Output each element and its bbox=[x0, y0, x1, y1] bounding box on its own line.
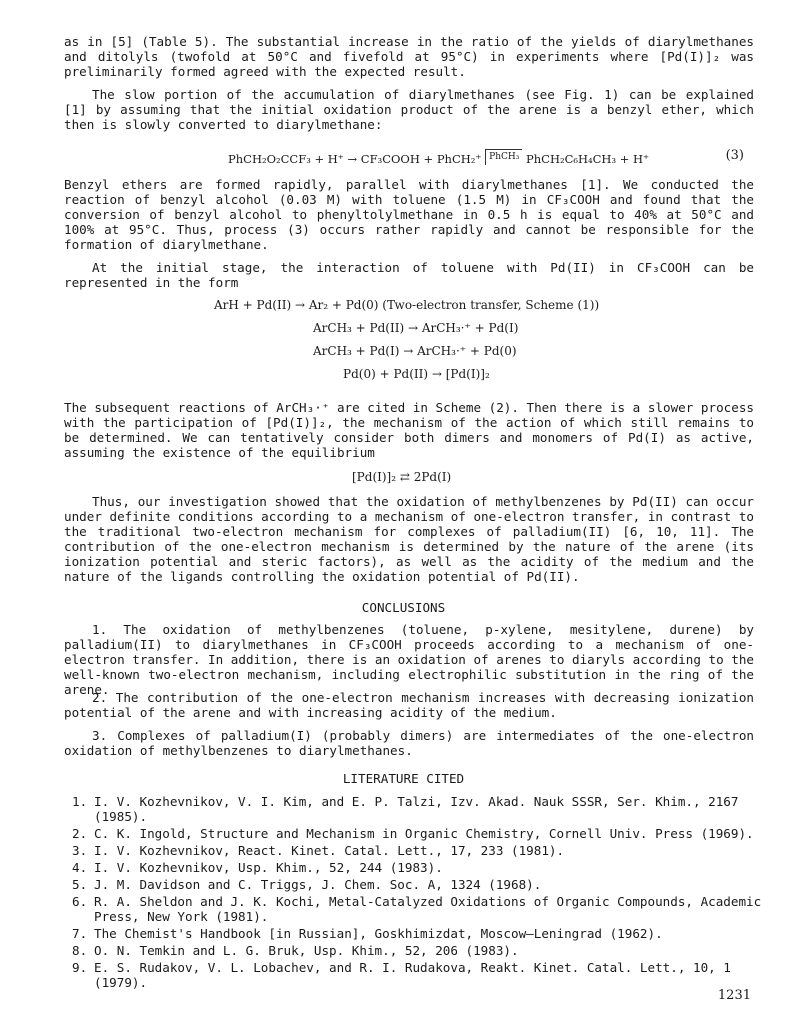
reference-item: 8. O. N. Temkin and L. G. Bruk, Usp. Khim., 52, 206 (1983). bbox=[72, 943, 519, 958]
scheme-line-3: ArCH₃ + Pd(I) → ArCH₃·⁺ + Pd(0) bbox=[313, 344, 517, 358]
reference-item: 4. I. V. Kozhevnikov, Usp. Khim., 52, 244 (1983). bbox=[72, 860, 443, 875]
paragraph-1: as in [5] (Table 5). The substantial increase in the ratio of the yields of diarylmethanes and ditolyls (twofold at 50°C and fivefold at 95°C) in experiments where [Pd(I)]₂ was preliminarily formed agreed with the expected result. bbox=[64, 34, 754, 79]
paragraph-3: Benzyl ethers are formed rapidly, parallel with diarylmethanes [1]. We conducted the reaction of benzyl alcohol (0.03 M) with toluene (1.5 M) in CF₃COOH and found that the conversion of benzyl alcohol to phenyltolylmethane in 0.5 h is equal to 40% at 50°C and 100% at 95°C. Thus, process (3) occurs rather rapidly and cannot be responsible for the formation of diarylmethane. bbox=[64, 177, 754, 252]
conclusion-3: 3. Complexes of palladium(I) (probably dimers) are intermediates of the one-electron oxidation of methylbenzenes to diarylmethanes. bbox=[64, 728, 754, 758]
equilibrium-equation: [Pd(I)]₂ ⇄ 2Pd(I) bbox=[352, 470, 452, 484]
reference-item: 1. I. V. Kozhevnikov, V. I. Kim, and E. P. Talzi, Izv. Akad. Nauk SSSR, Ser. Khim., 2167 (1985). bbox=[72, 794, 739, 824]
reference-item: 2. C. K. Ingold, Structure and Mechanism in Organic Chemistry, Cornell Univ. Press (1969). bbox=[72, 826, 754, 841]
reference-item: 7. The Chemist's Handbook [in Russian], Goskhimizdat, Moscow–Leningrad (1962). bbox=[72, 926, 663, 941]
scheme-line-4: Pd(0) + Pd(II) → [Pd(I)]₂ bbox=[343, 367, 490, 381]
scheme-line-2: ArCH₃ + Pd(II) → ArCH₃·⁺ + Pd(I) bbox=[313, 321, 519, 335]
equation-3 bbox=[228, 149, 649, 167]
paragraph-4: At the initial stage, the interaction of toluene with Pd(II) in CF₃COOH can be represented in the form bbox=[64, 260, 754, 290]
reference-item: 3. I. V. Kozhevnikov, React. Kinet. Catal. Lett., 17, 233 (1981). bbox=[72, 843, 565, 858]
equation-3-left: PhCH₂O₂CCF₃ + H⁺ → CF₃COOH + PhCH₂⁺ bbox=[228, 152, 482, 166]
reference-item: 6. R. A. Sheldon and J. K. Kochi, Metal-Catalyzed Oxidations of Organic Compounds, Academic Press, New York (1981). bbox=[72, 894, 762, 924]
equation-3-right: PhCH₂C₆H₄CH₃ + H⁺ bbox=[526, 152, 650, 166]
paragraph-5: The subsequent reactions of ArCH₃·⁺ are cited in Scheme (2). Then there is a slower process with the participation of [Pd(I)]₂, the mechanism of the action of which still remains to be determined. We can tentatively consider both dimers and monomers of Pd(I) as active, assuming the existence of the equilibrium bbox=[64, 400, 754, 460]
conclusion-2: 2. The contribution of the one-electron mechanism increases with decreasing ionization potential of the arene and with increasing acidity of the medium. bbox=[64, 690, 754, 720]
literature-heading: LITERATURE CITED bbox=[342, 771, 465, 786]
reference-item: 9. E. S. Rudakov, V. L. Lobachev, and R. I. Rudakova, Reakt. Kinet. Catal. Lett., 10, 1 (1979). bbox=[72, 960, 731, 990]
scheme-line-1: ArH + Pd(II) → Ar₂ + Pd(0) (Two-electron transfer, Scheme (1)) bbox=[214, 298, 600, 312]
paragraph-2: The slow portion of the accumulation of diarylmethanes (see Fig. 1) can be explained [1] by assuming that the initial oxidation product of the arene is a benzyl ether, which then is slowly converted to diarylmethane: bbox=[64, 87, 754, 132]
equation-3-label: PhCH₃ bbox=[485, 149, 522, 165]
paragraph-6: Thus, our investigation showed that the oxidation of methylbenzenes by Pd(II) can occur under definite conditions according to a mechanism of one-electron transfer, in contrast to the traditional two-electron mechanism for complexes of palladium(II) [6, 10, 11]. The contribution of the one-electron mechanism is determined by the nature of the arene (its ionization potential and steric factors), as well as the acidity of the medium and the nature of the ligands controlling the oxidation potential of Pd(II). bbox=[64, 494, 754, 584]
equation-3-number: (3) bbox=[725, 148, 744, 163]
conclusions-heading: CONCLUSIONS bbox=[361, 600, 446, 615]
reference-list bbox=[64, 794, 764, 992]
reference-item: 5. J. M. Davidson and C. Triggs, J. Chem. Soc. A, 1324 (1968). bbox=[72, 877, 542, 892]
page-number: 1231 bbox=[717, 988, 751, 1003]
conclusion-1: 1. The oxidation of methylbenzenes (toluene, p-xylene, mesitylene, durene) by palladium(II) to diarylmethanes in CF₃COOH proceeds according to a mechanism of one-electron transfer. In addition, there is an oxidation of arenes to diaryls according to the well-known two-electron mechanism, including electrophilic substitution in the ring of the arene. bbox=[64, 622, 754, 697]
